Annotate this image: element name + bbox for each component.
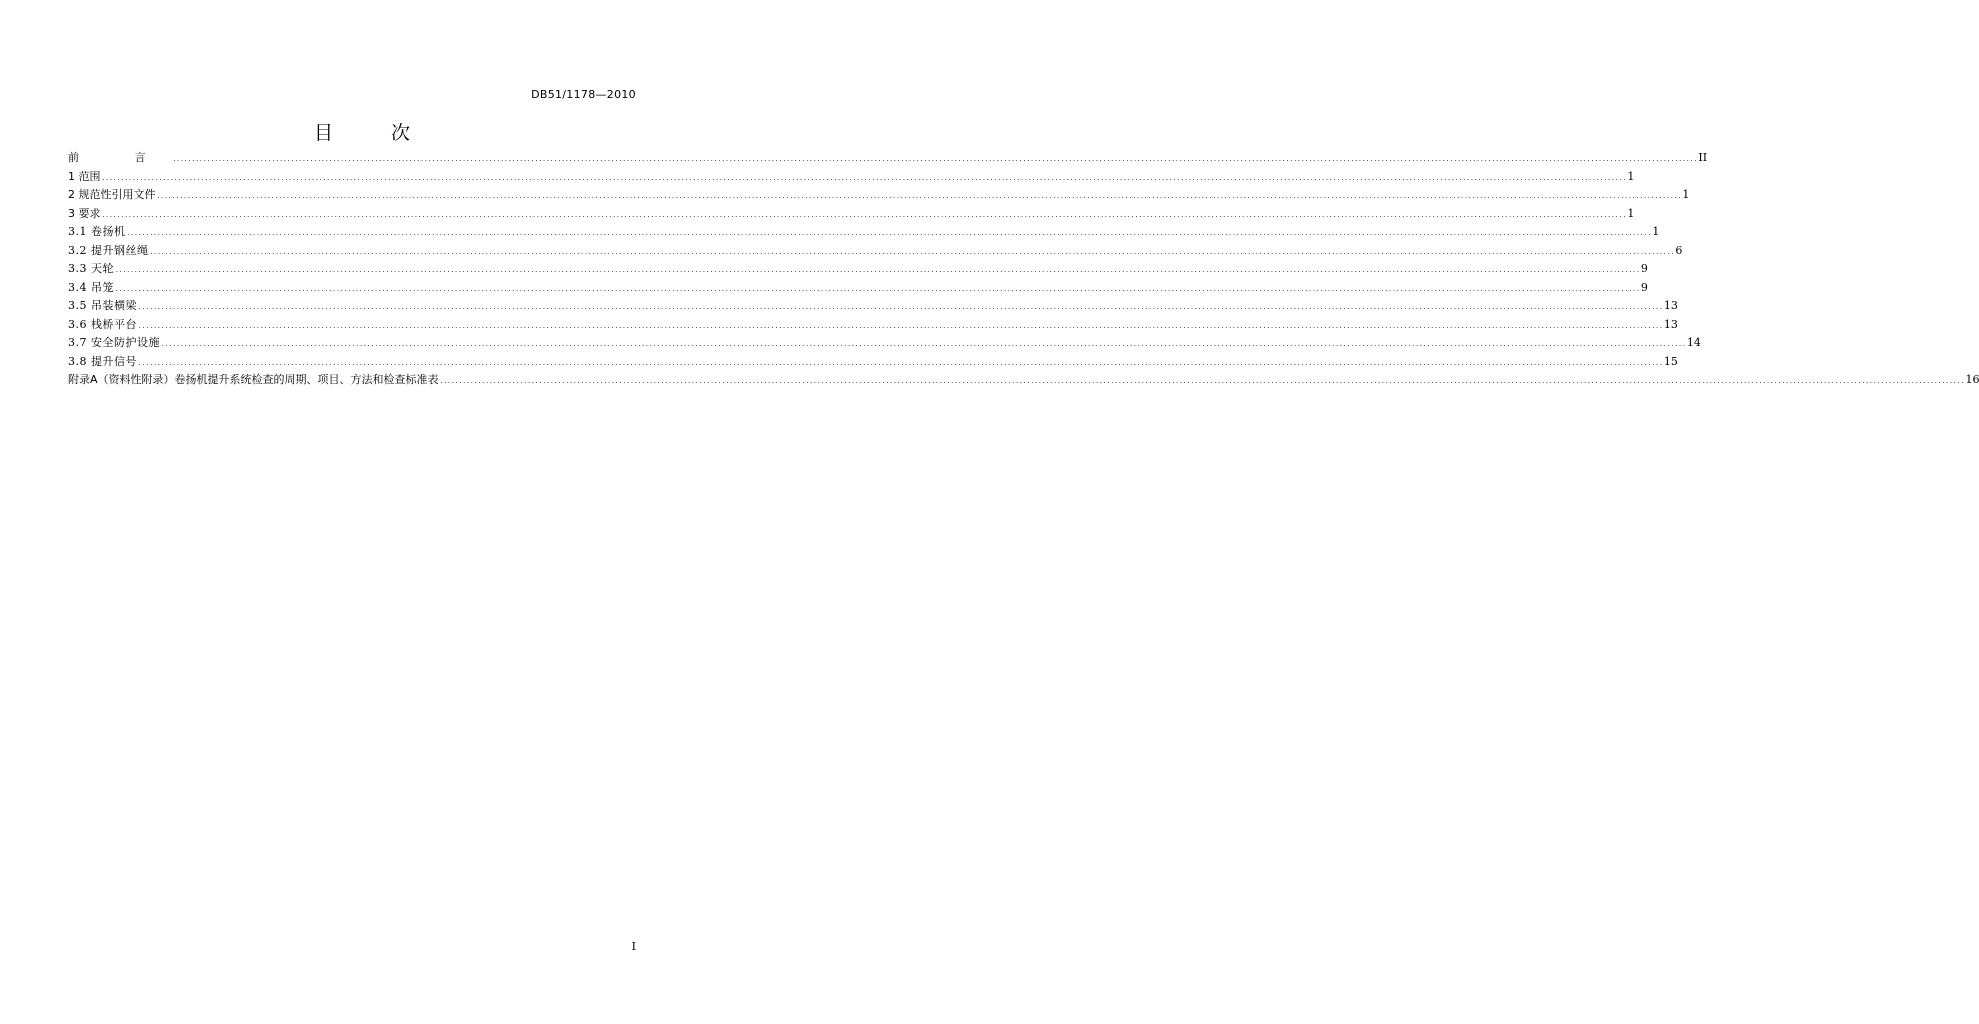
toc-entry-wire-rope[interactable] bbox=[68, 242, 1683, 261]
toc-leader-dots: ................................................................................................................................................................................................................................................................................................................................................................................................................ bbox=[101, 211, 1627, 219]
toc-title: 目 次 bbox=[313, 122, 437, 144]
toc-entry-label: 3.4 吊笼 bbox=[68, 280, 114, 294]
toc-entry-label: 3.1 卷扬机 bbox=[68, 225, 126, 238]
toc-entry-trestle-platform[interactable] bbox=[68, 316, 1678, 335]
toc-entry-label: 2 规范性引用文件 bbox=[68, 188, 156, 201]
toc-leader-dots: ................................................................................................................................................................................................................................................................................................................................................................................................................ bbox=[101, 174, 1627, 182]
page-number: I bbox=[631, 940, 636, 953]
toc-entry-safety-facilities[interactable] bbox=[68, 334, 1701, 353]
toc-entry-hoisting-signal[interactable] bbox=[68, 353, 1678, 372]
toc-entry-page: 9 bbox=[1640, 280, 1648, 294]
table-of-contents bbox=[68, 149, 1979, 390]
toc-entry-scope[interactable] bbox=[68, 168, 1635, 187]
toc-leader-dots: ................................................................................................................................................................................................................................................................................................................................................................................................................ bbox=[115, 285, 1640, 293]
toc-entry-page: 1 bbox=[1627, 206, 1635, 220]
toc-entry-winch[interactable] bbox=[68, 223, 1660, 242]
toc-entry-lifting-beam[interactable] bbox=[68, 297, 1678, 316]
toc-entry-page: 1 bbox=[1682, 188, 1690, 201]
toc-entry-page: 13 bbox=[1663, 317, 1678, 331]
toc-leader-dots: ................................................................................................................................................................................................................................................................................................................................................................................................................ bbox=[161, 341, 1686, 348]
toc-leader-dots: ................................................................................................................................................................................................................................................................................................................................................................................................................ bbox=[156, 193, 1682, 200]
toc-entry-label: 3 要求 bbox=[68, 206, 101, 220]
toc-entry-page: 6 bbox=[1675, 243, 1683, 257]
toc-entry-page: 1 bbox=[1652, 225, 1660, 238]
toc-entry-page: 9 bbox=[1640, 262, 1648, 275]
toc-leader-dots: ................................................................................................................................................................................................................................................................................................................................................................................................................ bbox=[138, 304, 1663, 311]
toc-entry-head-sheave[interactable] bbox=[68, 260, 1648, 279]
toc-entry-requirements[interactable] bbox=[68, 205, 1635, 224]
toc-entry-label: 3.6 栈桥平台 bbox=[68, 317, 137, 331]
toc-entry-label: 3.2 提升钢丝绳 bbox=[68, 243, 149, 257]
toc-entry-page: 14 bbox=[1686, 336, 1701, 349]
toc-entry-page: 16 bbox=[1965, 373, 1979, 386]
toc-leader-dots: ................................................................................................................................................................................................................................................................................................................................................................................................................ bbox=[126, 230, 1652, 237]
toc-leader-dots: ................................................................................................................................................................................................................................................................................................................................................................................................................ bbox=[149, 248, 1675, 256]
toc-entry-page: 1 bbox=[1627, 169, 1635, 183]
standard-code: DB51/1178—2010 bbox=[531, 88, 636, 101]
toc-leader-dots: ................................................................................................................................................................................................................................................................................................................................................................................................................ bbox=[439, 378, 1965, 385]
toc-leader-dots: ................................................................................................................................................................................................................................................................................................................................................................................................................ bbox=[172, 156, 1698, 163]
toc-entry-page: 15 bbox=[1663, 354, 1678, 368]
toc-entry-normative-references[interactable] bbox=[68, 186, 1690, 205]
toc-entry-label: 3.3 天轮 bbox=[68, 262, 114, 275]
toc-leader-dots: ................................................................................................................................................................................................................................................................................................................................................................................................................ bbox=[138, 322, 1663, 330]
toc-entry-appendix-a[interactable] bbox=[68, 371, 1979, 390]
toc-entry-label: 3.7 安全防护设施 bbox=[68, 336, 160, 349]
toc-entry-cage[interactable] bbox=[68, 279, 1648, 298]
toc-entry-label: 附录A（资料性附录）卷扬机提升系统检查的周期、项目、方法和检查标准表 bbox=[68, 373, 439, 386]
toc-leader-dots: ................................................................................................................................................................................................................................................................................................................................................................................................................ bbox=[115, 267, 1640, 274]
toc-entry-label: 3.5 吊装横梁 bbox=[68, 299, 137, 312]
toc-entry-label: 前 言 bbox=[68, 151, 172, 164]
toc-entry-preface[interactable] bbox=[68, 149, 1708, 168]
toc-entry-label: 3.8 提升信号 bbox=[68, 354, 137, 368]
toc-entry-page: II bbox=[1698, 151, 1708, 164]
toc-entry-label: 1 范围 bbox=[68, 169, 101, 183]
toc-leader-dots: ................................................................................................................................................................................................................................................................................................................................................................................................................ bbox=[138, 359, 1663, 367]
toc-entry-page: 13 bbox=[1663, 299, 1678, 312]
